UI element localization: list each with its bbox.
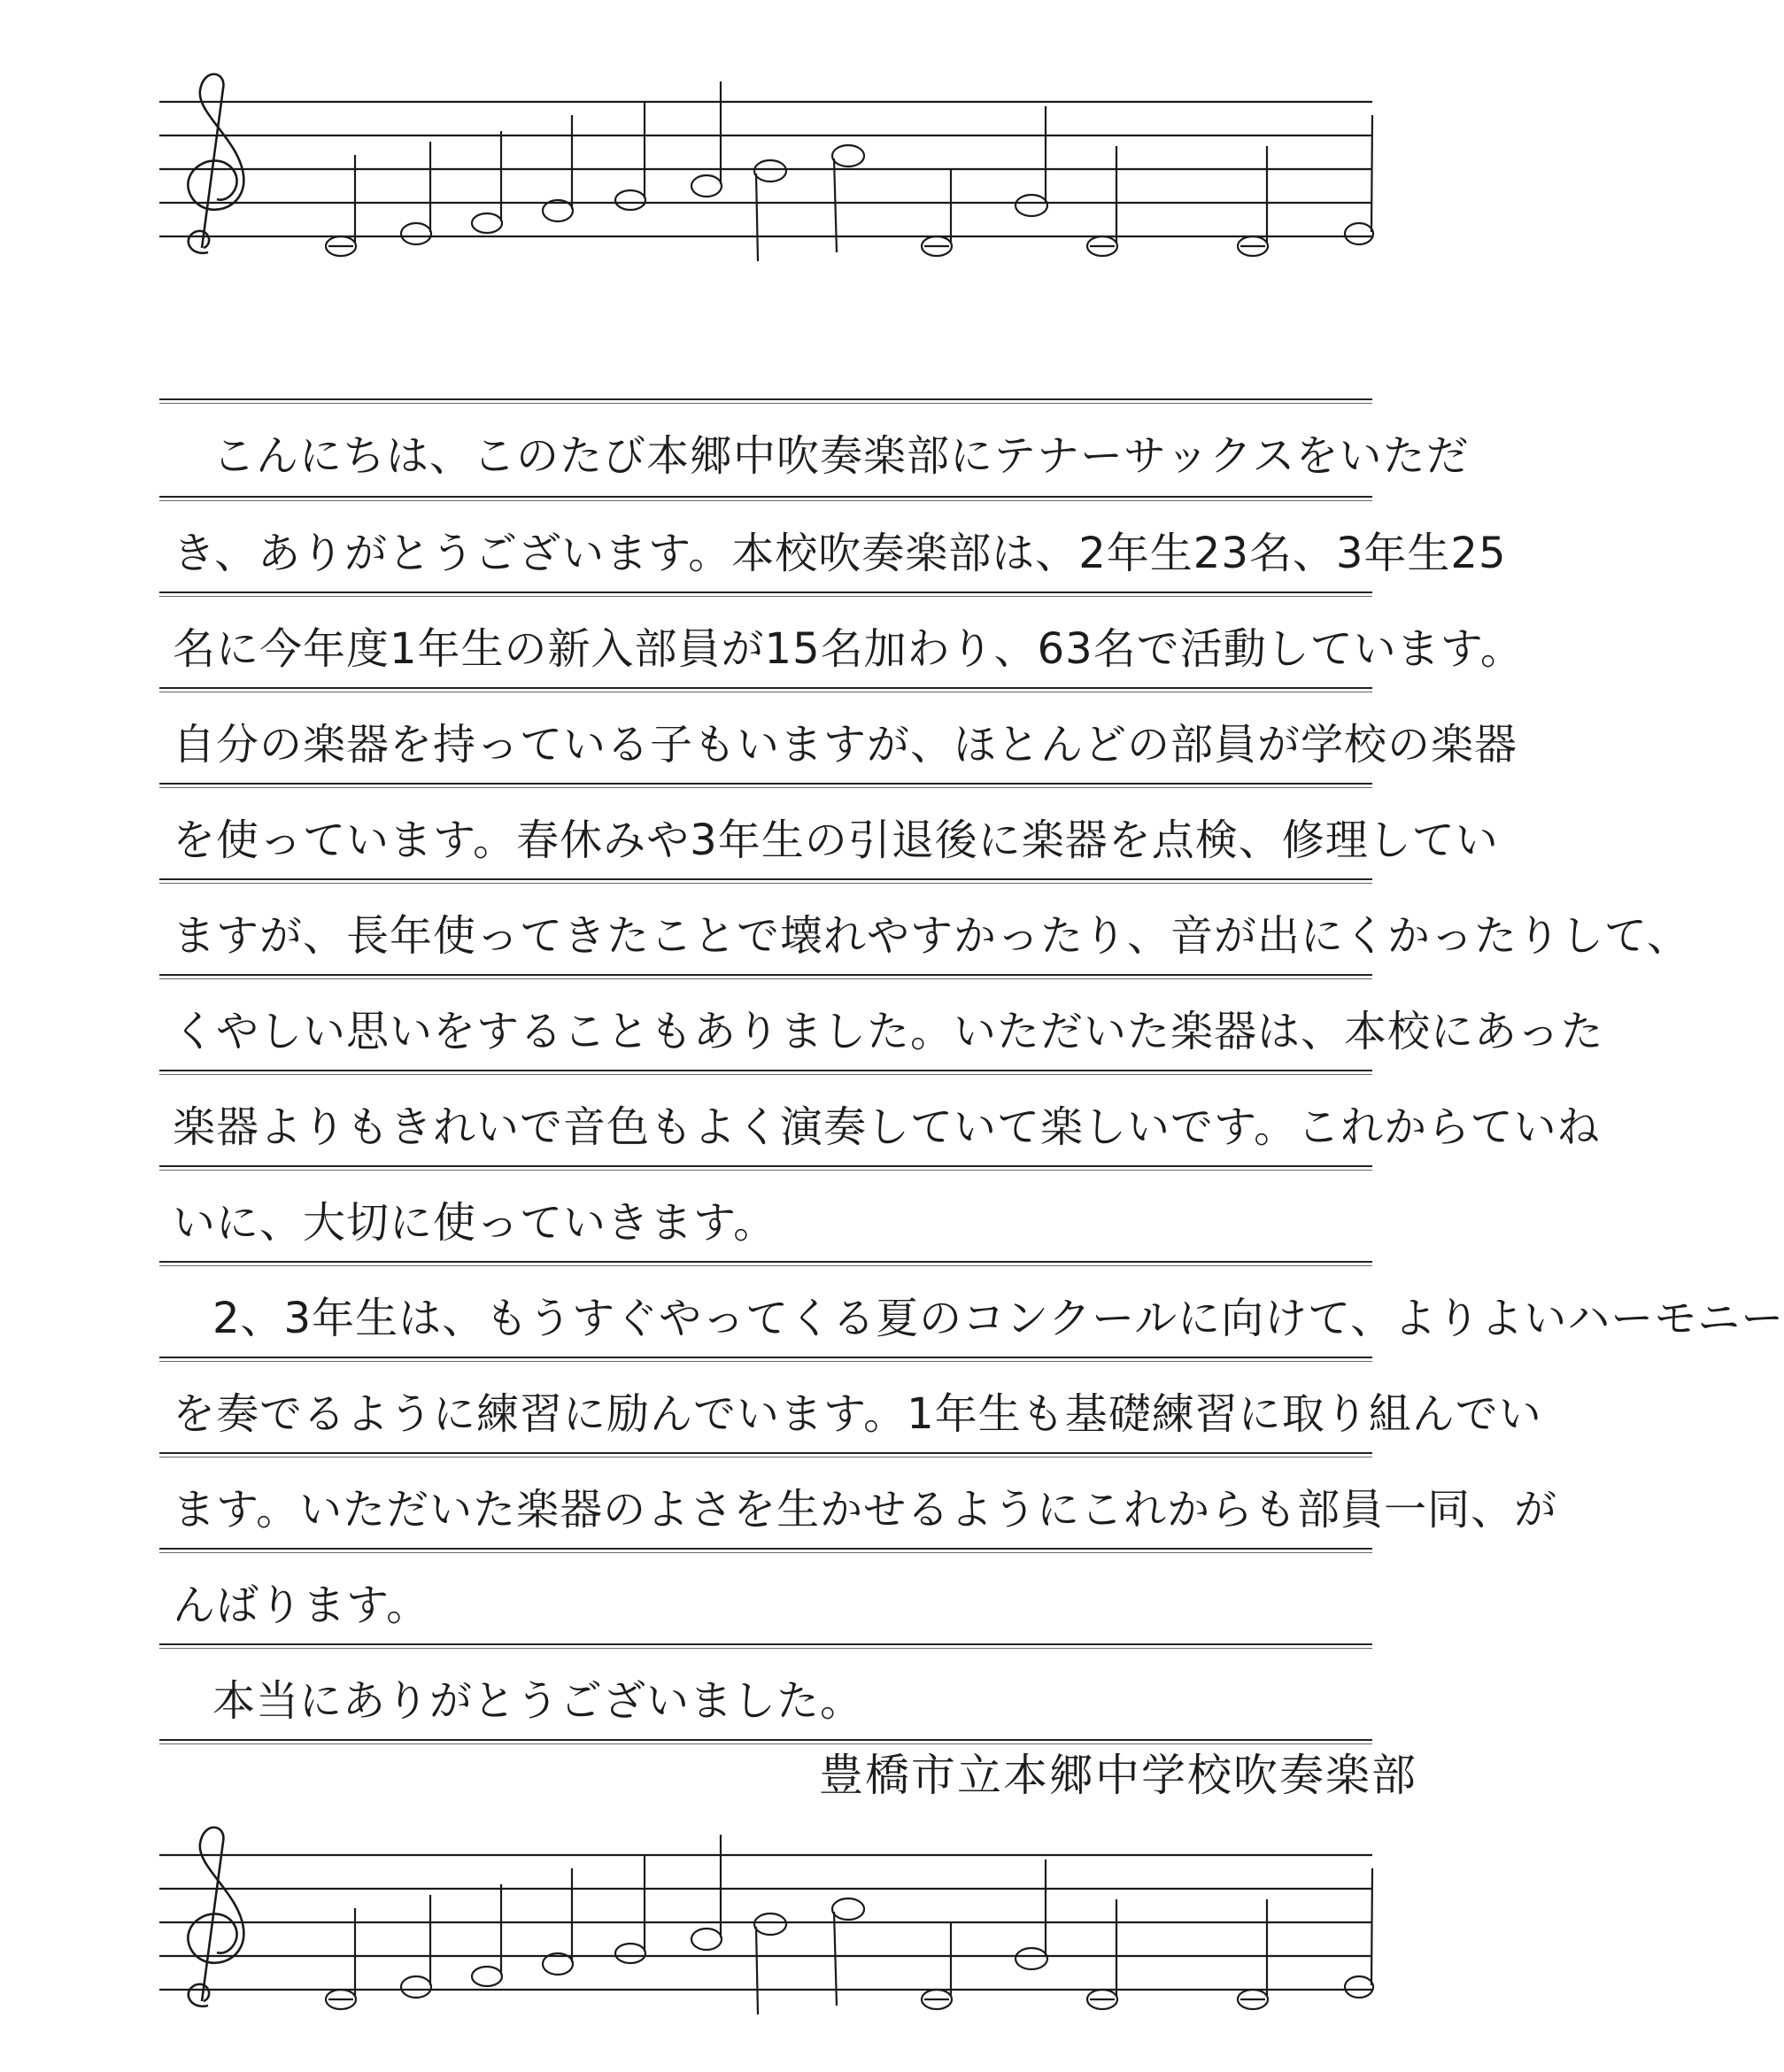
letter-line: 楽器よりもきれいで音色もよく演奏していて楽しいです。これからていね [173,1102,1601,1152]
letter-line: んばります。 [173,1581,430,1630]
letter-line: き、ありがとうございます。本校吹奏楽部は、2年生23名、3年生25 [173,529,1507,578]
ruled-line [159,1548,1372,1550]
ruled-line [159,687,1372,689]
treble-clef-staff-icon [142,71,1381,266]
ruled-line [159,1070,1372,1071]
treble-clef-staff-icon [142,1824,1381,2019]
top-music-staff [142,71,1381,266]
ruled-line [159,1739,1372,1741]
letter-line: 自分の楽器を持っている子もいますが、ほとんどの部員が学校の楽器 [173,720,1518,769]
letter-line: くやしい思いをすることもありました。いただいた楽器は、本校にあった [173,1007,1604,1056]
ruled-line [159,591,1372,593]
letter-line: 2、3年生は、もうすぐやってくる夏のコンクールに向けて、よりよいハーモニー [212,1294,1784,1343]
ruled-line [159,398,1372,400]
letter-line: こんにちは、このたび本郷中吹奏楽部にテナーサックスをいただ [212,431,1470,481]
ruled-line [159,1261,1372,1263]
ruled-line [159,1643,1372,1645]
letter-line: 名に今年度1年生の新入部員が15名加わり、63名で活動しています。 [173,624,1524,674]
ruled-line [159,1452,1372,1454]
letter-line: ますが、長年使ってきたことで壊れやすかったり、音が出にくかったりして、 [173,911,1691,961]
ruled-line [159,1165,1372,1167]
letter-line: ます。いただいた楽器のよさを生かせるようにこれからも部員一同、が [173,1485,1558,1535]
bottom-music-staff [142,1824,1381,2019]
letter-line: を奏でるように練習に励んでいます。1年生も基礎練習に取り組んでい [173,1389,1542,1439]
letter-line: 本当にありがとうございました。 [212,1676,864,1726]
letter-line: いに、大切に使っていきます。 [173,1198,777,1248]
ruled-line [159,878,1372,880]
ruled-line [159,974,1372,976]
ruled-line [159,783,1372,785]
ruled-line [159,1357,1372,1358]
letter-line: を使っています。春休みや3年生の引退後に楽器を点検、修理してい [173,816,1499,865]
ruled-line [159,496,1372,498]
signature: 豊橋市立本郷中学校吹奏楽部 [819,1750,1417,1801]
